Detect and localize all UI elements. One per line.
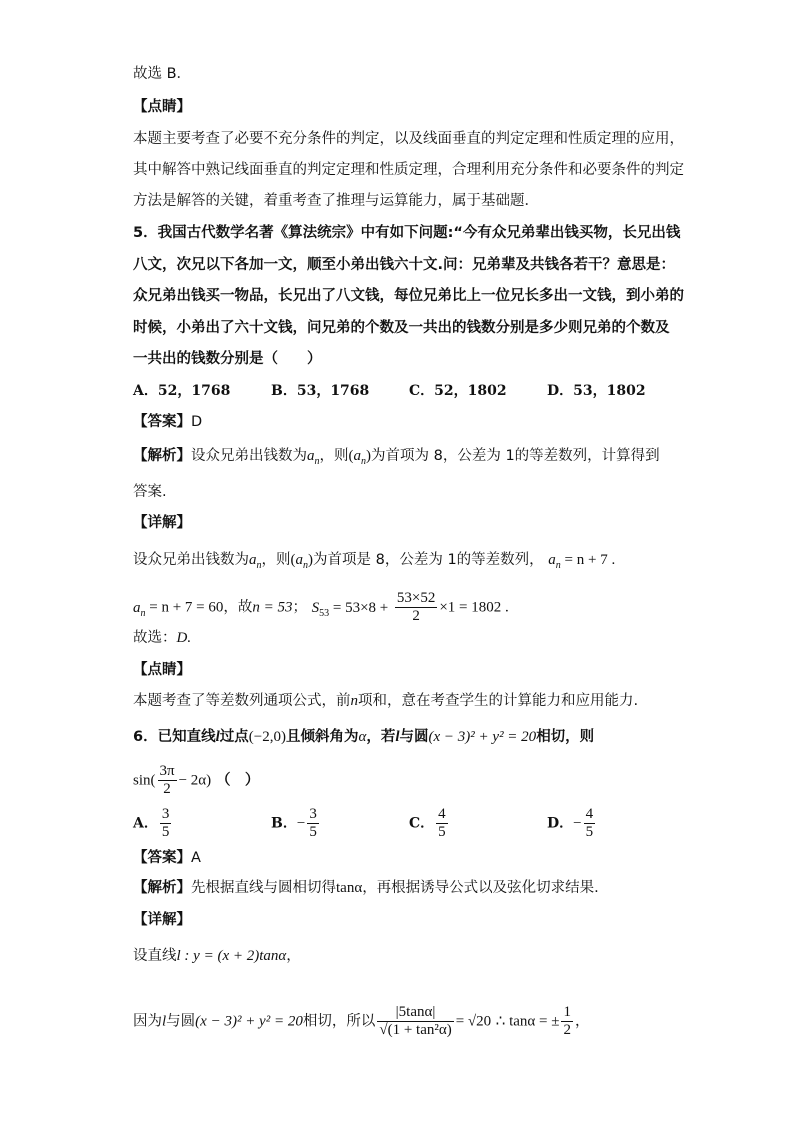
q5-choose: [133, 628, 191, 648]
q6-option-label: A．: [133, 815, 158, 832]
q6-option-label: B．: [271, 815, 297, 832]
q5-sum-fraction: [395, 590, 437, 625]
q6-answer-tag: 【答案】: [133, 850, 191, 866]
q6-point: (−2,0): [248, 729, 286, 745]
q6-detail-text: ，: [574, 1013, 590, 1030]
q6-jiexi-text: 先根据直线与圆相切得: [191, 880, 336, 896]
q6-option-num: 3: [161, 806, 170, 822]
q5-dianjing: [133, 691, 638, 711]
q5-stem-line: 5．我国古代数学名著《算法统宗》中有如下问题:“今有众兄弟辈出钱买物，长兄出钱: [133, 225, 681, 241]
q6-option-fraction: [584, 806, 596, 841]
q6-stem-blank: （ ）: [215, 772, 260, 789]
q6-sin-prefix: sin(: [133, 772, 156, 789]
q5-choose-text: 故选：: [133, 630, 177, 646]
q6-detail-text: 与圆: [166, 1013, 196, 1030]
q6-distance-den: √(1 + tan²α): [379, 1022, 452, 1038]
q5-detail-text: 设众兄弟出钱数为: [133, 552, 249, 568]
q6-option-fraction: [160, 806, 172, 841]
q5-stem-line: 众兄弟出钱买一物品，长兄出了八文钱，每位兄弟比上一位兄长多出一文钱，到小弟的: [133, 288, 684, 304]
q6-stem-text: 6．已知直线: [133, 729, 216, 745]
prev-dianjing-tag: 【点睛】: [133, 99, 191, 115]
q5-detail-text: ，则: [261, 552, 291, 568]
q5-jiexi-text: 设众兄弟出钱数为: [191, 448, 307, 464]
q6-line-l: l: [395, 729, 400, 745]
q6-detail-line-1: [133, 946, 301, 966]
q6-tan-fraction: [561, 1004, 573, 1039]
q5-option-c: C．52，1802: [409, 383, 507, 399]
q5-jiexi: [133, 446, 660, 472]
q6-answer-value: A: [191, 850, 201, 866]
q5-an-set: $(a_n)$: [348, 448, 371, 467]
q6-stem-text: 且倾斜角为: [285, 729, 359, 745]
q6-line-equation: l : y = (x + 2)tanα: [176, 948, 287, 964]
q5-option-d: D．53，1802: [547, 383, 646, 399]
q6-detail-text: 相切，所以: [302, 1013, 376, 1030]
q6-jiexi-tag: 【解析】: [133, 880, 191, 896]
q6-option-num: 3: [309, 806, 317, 822]
q5-n-value: n = 53: [252, 599, 293, 616]
q6-jiexi-text: ，再根据诱导公式以及弦化切求结果.: [362, 880, 599, 896]
q6-option-den: 5: [161, 824, 170, 840]
q5-dianjing-text: 项和，意在考查学生的计算能力和应用能力.: [358, 693, 639, 709]
q6-circle-equation: (x − 3)² + y² = 20: [428, 729, 537, 745]
q6-option-d: [547, 806, 597, 841]
q6-distance-eq: = √20: [455, 1013, 492, 1030]
q6-option-b: [271, 806, 321, 841]
q6-stem-line-1: [133, 727, 594, 747]
q5-an-symbol: $a_n$: [307, 448, 320, 467]
q6-line-l: l: [215, 729, 220, 745]
q5-stem-line: 时候，小弟出了六十文钱，问兄弟的个数及一共出的钱数分别是多少则兄弟的个数及: [133, 320, 670, 336]
q6-option-c: [409, 806, 450, 841]
q6-sin-fraction-den: 2: [163, 781, 171, 797]
prev-dianjing-line: 方法是解答的关键，着重考查了推理与运算能力，属于基础题．: [133, 193, 539, 209]
q5-answer-value: D: [191, 414, 203, 430]
q5-jiexi-text: ，则: [319, 448, 349, 464]
q6-tan-alpha: tanα: [336, 880, 363, 896]
q5-option-a: A．52，1768: [133, 383, 231, 399]
q6-stem-text: ，若: [366, 729, 396, 745]
q6-jiexi: [133, 878, 599, 898]
q5-jiexi-tag: 【解析】: [133, 448, 191, 464]
q6-option-a: [133, 806, 173, 841]
q5-dianjing-n: n: [350, 693, 358, 709]
q6-alpha: α: [358, 729, 367, 745]
q5-answer-tag: 【答案】: [133, 414, 191, 430]
q6-detail-text: ，: [286, 948, 301, 964]
q6-tan-result: ∴ tanα = ±: [495, 1013, 560, 1030]
q6-stem-text: 过点: [219, 729, 249, 745]
q6-sin-fraction-num: 3π: [159, 763, 175, 779]
q6-option-label: D．: [547, 815, 574, 832]
q5-detail-text: ，故: [223, 599, 253, 616]
q6-stem-text: 与圆: [399, 729, 429, 745]
q5-detail-text: 为首项是 8，公差为 1的等差数列，: [313, 552, 544, 568]
q6-stem-line-2: [133, 763, 259, 798]
q5-detail-tag: 【详解】: [133, 515, 191, 531]
q6-option-den: 5: [438, 824, 446, 840]
q6-option-num: 4: [438, 806, 446, 822]
q6-answer: [133, 847, 201, 868]
q6-stem-text: 相切，则: [536, 729, 595, 745]
prev-dianjing-line: 本题主要考查了必要不充分条件的判定，以及线面垂直的判定定理和性质定理的应用，: [133, 131, 684, 147]
q5-dianjing-tag: 【点睛】: [133, 662, 191, 678]
q5-jiexi-end: 答案.: [133, 484, 167, 500]
q5-an-set: $(a_n)$: [290, 552, 313, 571]
q5-choose-answer: D.: [176, 630, 192, 646]
q5-detail-line-2: $a_n = n + 7 = 60$，故n = 53； $S_{53} = 53\times 8$ + $\frac{53\times 52}{2}$ ×1 = 1802 .: [133, 590, 509, 624]
q5-stem-line: 一共出的钱数分别是（ ）: [133, 351, 322, 367]
q6-option-fraction: [307, 806, 319, 841]
q6-option-sign: −: [296, 815, 306, 832]
q6-option-den: 5: [309, 824, 317, 840]
q5-option-b: B．53，1768: [271, 383, 370, 399]
prev-dianjing-line: 其中解答中熟记线面垂直的判定定理和性质定理，合理利用充分条件和必要条件的判定: [133, 162, 684, 178]
q6-line-l: l: [162, 1013, 167, 1030]
q6-option-label: C．: [409, 815, 435, 832]
q6-distance-fraction: [377, 1004, 453, 1039]
q5-an-formula: = n + 7 .: [564, 552, 616, 568]
q6-sin-fraction: [158, 763, 177, 798]
q6-sin-suffix: − 2α): [178, 772, 212, 789]
q6-tan-fraction-num: 1: [563, 1004, 571, 1020]
q6-detail-text: 设直线: [133, 948, 177, 964]
q6-tan-fraction-den: 2: [563, 1022, 571, 1038]
q5-answer: [133, 411, 202, 432]
q5-detail-line-1: 设众兄弟出钱数为$a_n$，则$(a_n)$为首项是 8，公差为 1的等差数列， $a_n = n + 7$ .: [133, 552, 616, 571]
q5-sum-fraction-num: 53×52: [396, 590, 436, 606]
q5-detail-text: ；: [292, 599, 308, 616]
q6-circle-equation: (x − 3)² + y² = 20: [195, 1013, 303, 1030]
q5-stem-line: 八文，次兄以下各加一文，顺至小弟出钱六十文.问：兄弟辈及共钱各若干？意思是：: [133, 257, 676, 273]
q6-detail-line-2: [133, 1004, 589, 1039]
q5-jiexi-text: 为首项为 8，公差为 1的等差数列，计算得到: [371, 448, 660, 464]
q6-option-fraction: [436, 806, 448, 841]
prev-answer-line: 故选 B．: [133, 66, 192, 82]
q6-detail-text: 因为: [133, 1013, 162, 1030]
q6-option-sign: −: [573, 815, 582, 832]
q5-dianjing-text: 本题考查了等差数列通项公式，前: [133, 693, 351, 709]
q6-option-den: 5: [585, 824, 594, 840]
q6-distance-num: |5tanα|: [377, 1004, 453, 1022]
q5-eq-60: = n + 7 = 60: [149, 599, 224, 616]
q5-an-symbol: $a_n$: [249, 552, 262, 571]
q5-sum-result: ×1 = 1802 .: [439, 599, 509, 616]
q5-sum-formula: = 53×8 +: [332, 599, 389, 616]
q6-detail-tag: 【详解】: [133, 912, 191, 928]
q5-sum-fraction-den: 2: [412, 608, 420, 624]
q6-option-num: 4: [585, 806, 594, 822]
